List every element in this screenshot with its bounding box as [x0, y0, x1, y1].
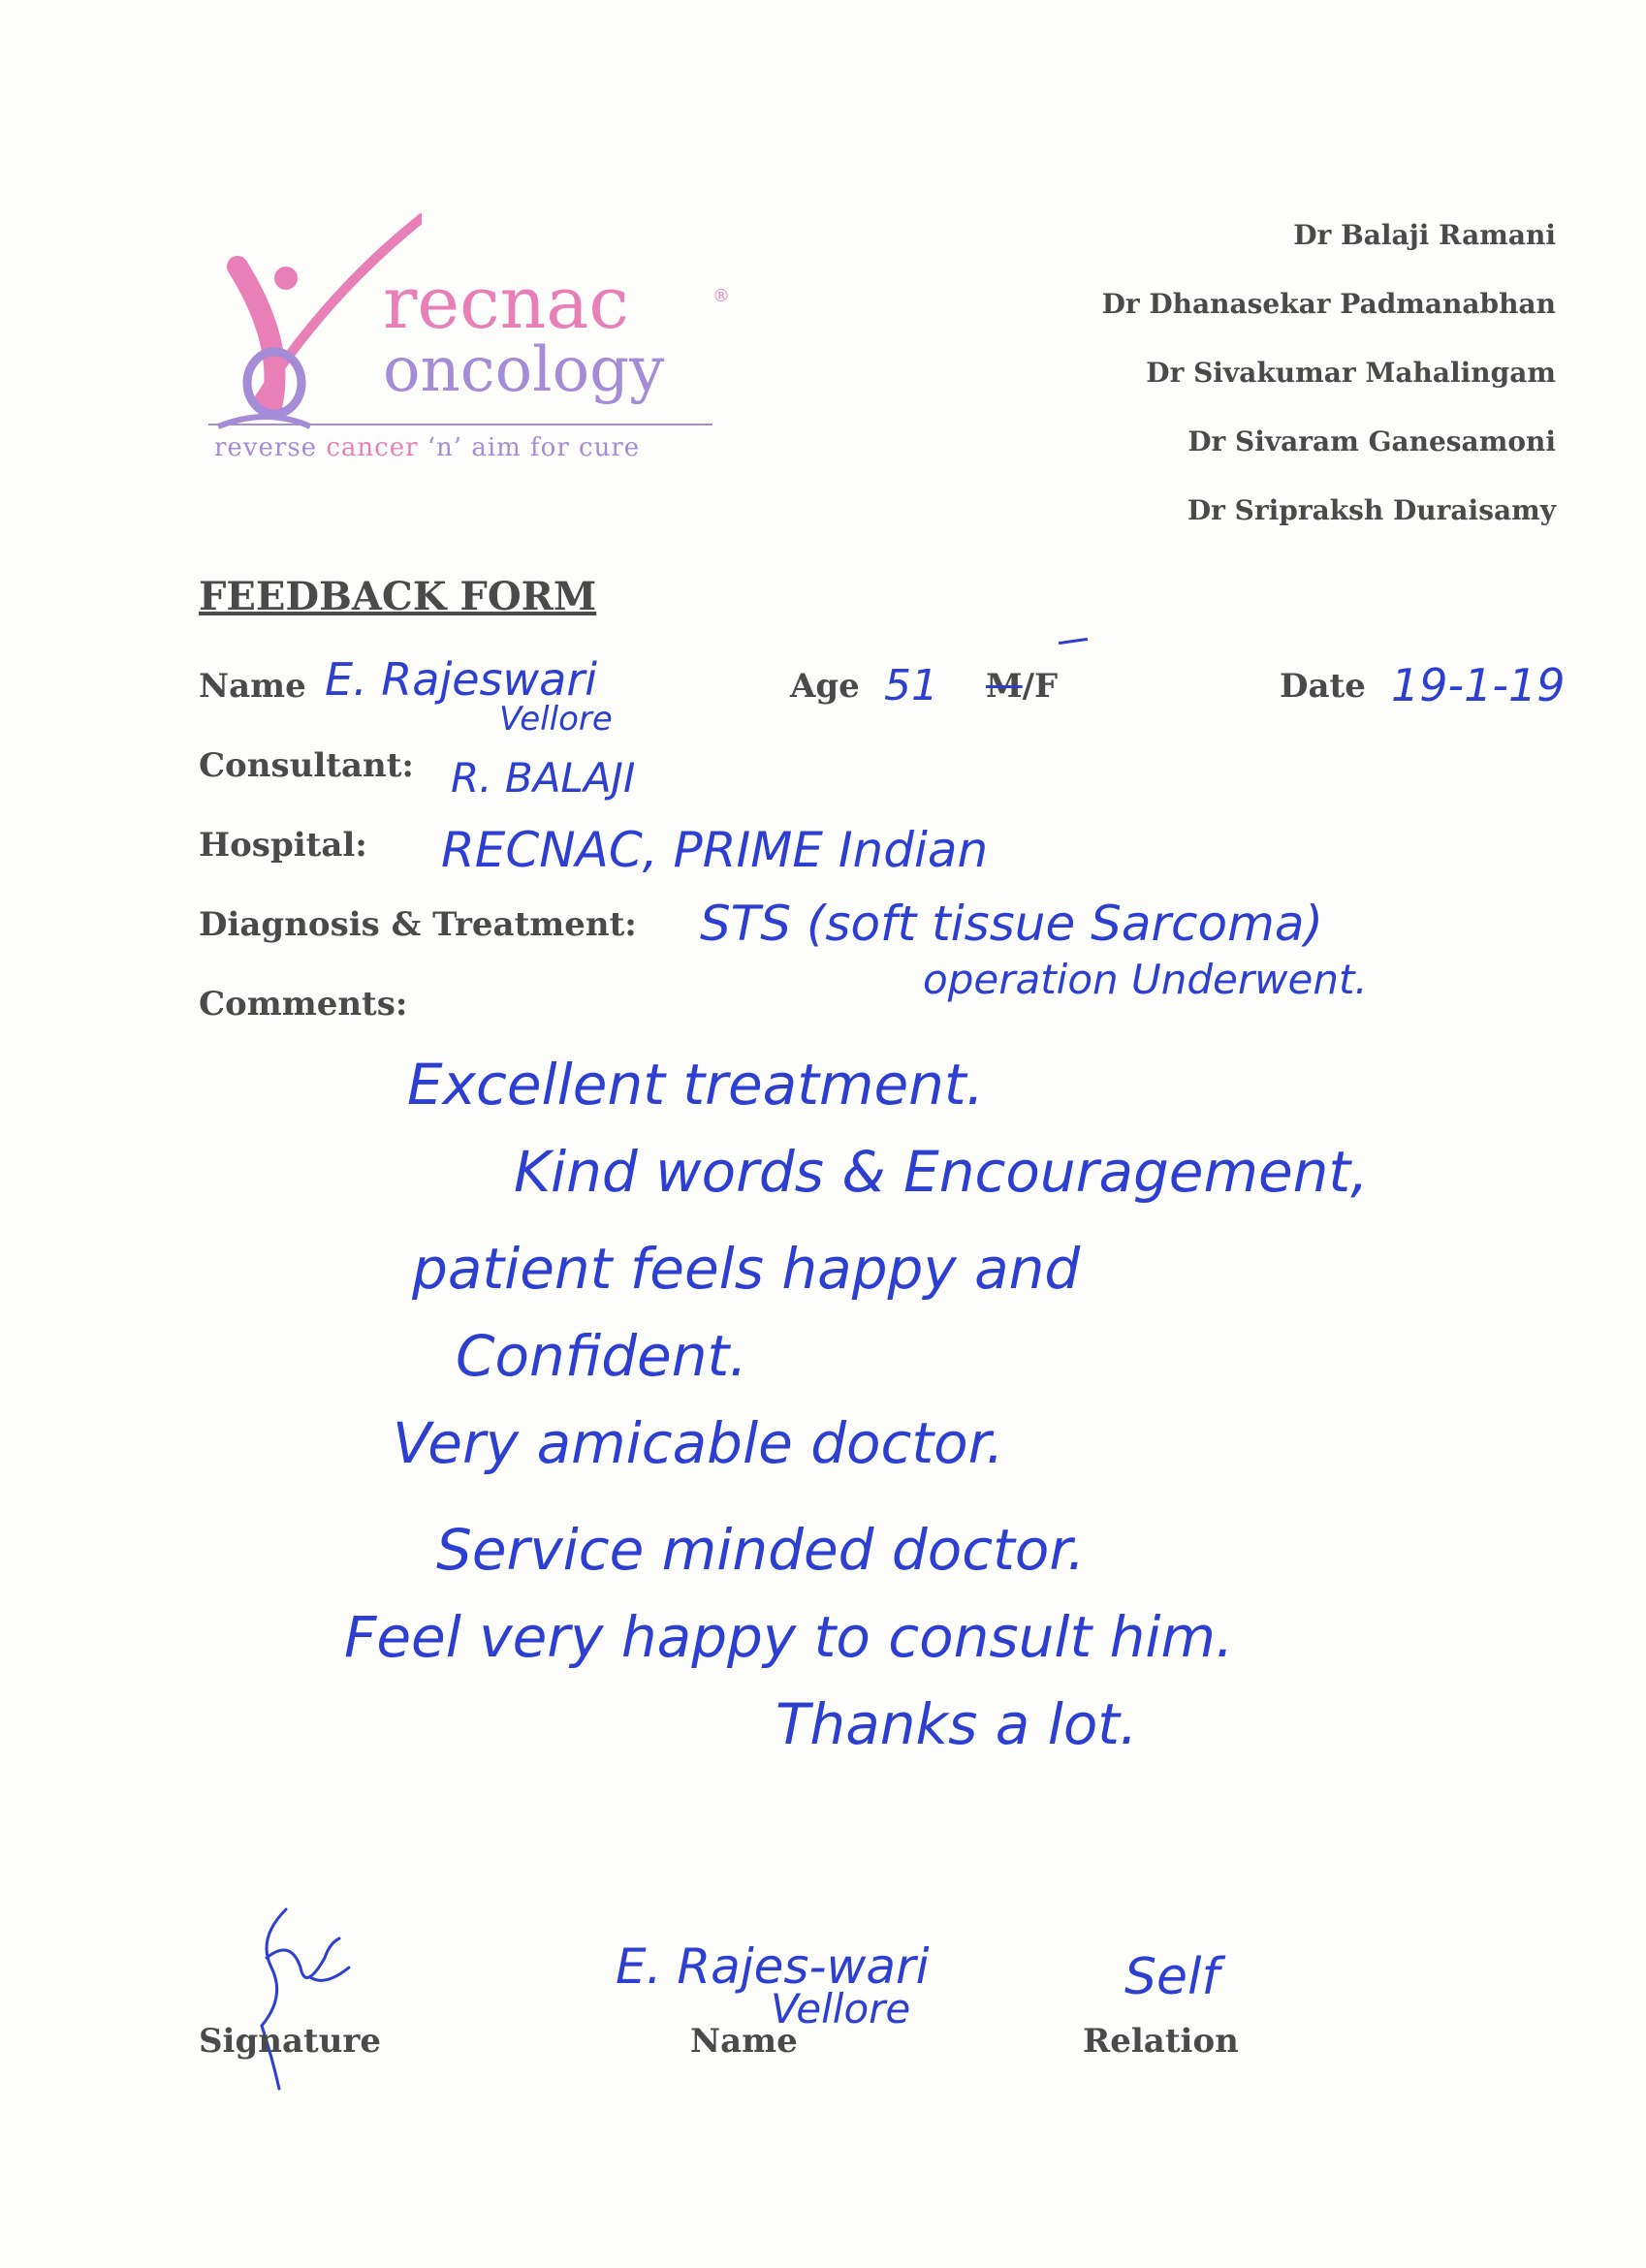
doctor-5: Dr Sripraksh Duraisamy	[1187, 494, 1556, 526]
date-label: Date	[1280, 667, 1366, 706]
comment-line-3: patient feels happy and	[412, 1236, 1081, 1302]
hospital-value: RECNAC, PRIME Indian	[441, 822, 989, 878]
footer-name-label: Name	[690, 2022, 798, 2061]
tagline	[214, 433, 640, 462]
registered-mark: ®	[712, 286, 730, 306]
date-value: 19-1-19	[1391, 659, 1566, 711]
comment-line-2: Kind words & Encouragement,	[514, 1139, 1369, 1205]
signature-scribble	[233, 1900, 359, 2094]
age-value: 51	[884, 661, 938, 710]
comment-line-1: Excellent treatment.	[407, 1052, 985, 1118]
diagnosis-label: Diagnosis & Treatment:	[199, 905, 637, 944]
comment-line-6: Service minded doctor.	[436, 1517, 1086, 1583]
footer-name-value: E. Rajes-wari	[616, 1938, 930, 1995]
comment-line-5: Very amicable doctor.	[393, 1410, 1004, 1476]
doctor-4: Dr Sivaram Ganesamoni	[1187, 425, 1556, 457]
footer-name-value-line2: Vellore	[771, 1985, 911, 2032]
tagline-pre: reverse	[214, 433, 327, 462]
doctor-3: Dr Sivakumar Mahalingam	[1146, 357, 1556, 389]
doctor-2: Dr Dhanasekar Padmanabhan	[1101, 288, 1556, 320]
sex-m: M	[986, 667, 1023, 706]
form-title: FEEDBACK FORM	[199, 574, 597, 619]
tagline-cancer: cancer	[326, 433, 419, 462]
comment-line-4: Confident.	[456, 1323, 747, 1389]
hospital-label: Hospital:	[199, 826, 367, 865]
consultant-value: R. BALAJI	[451, 754, 636, 802]
signature-label: Signature	[199, 2022, 381, 2061]
sex-f-mark	[1059, 638, 1088, 645]
comment-line-7: Feel very happy to consult him.	[344, 1604, 1234, 1670]
sex-f: /F	[1022, 667, 1059, 706]
diagnosis-value-line2: operation Underwent.	[923, 956, 1368, 1003]
consultant-label: Consultant:	[199, 746, 414, 785]
doctor-1: Dr Balaji Ramani	[1293, 219, 1556, 251]
comment-line-8: Thanks a lot.	[776, 1691, 1138, 1757]
logo-rule	[208, 424, 712, 425]
diagnosis-value: STS (soft tissue Sarcoma)	[700, 896, 1323, 952]
logo	[199, 208, 742, 470]
sex-field	[986, 667, 1058, 706]
name-value: E. Rajeswari	[325, 653, 598, 706]
tagline-post: ‘n’ aim for cure	[418, 433, 641, 462]
brand-bottom: oncology	[383, 334, 665, 406]
relation-value: Self	[1124, 1948, 1219, 2006]
name-label: Name	[199, 667, 306, 706]
relation-label: Relation	[1083, 2022, 1239, 2061]
name-value-line2: Vellore	[499, 700, 613, 739]
age-label: Age	[790, 667, 860, 706]
comments-label: Comments:	[199, 985, 408, 1024]
brand-top: recnac	[383, 262, 629, 345]
